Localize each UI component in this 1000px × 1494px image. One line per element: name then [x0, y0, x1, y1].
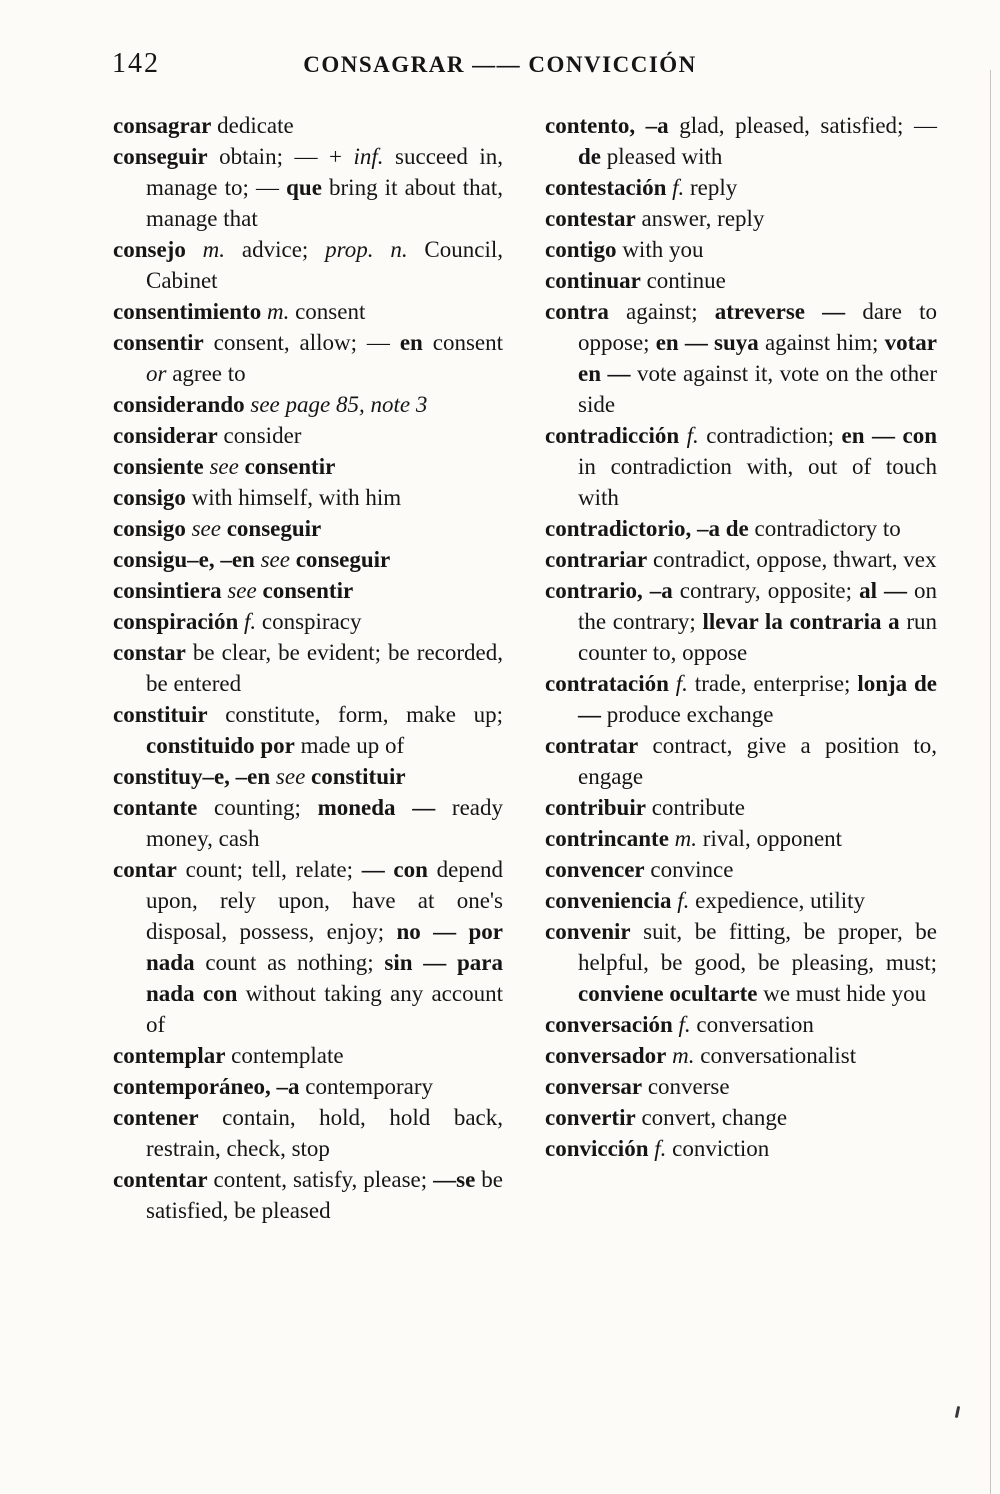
dictionary-entry [113, 234, 503, 296]
regular-text: count; tell, relate; [176, 857, 362, 882]
dictionary-entry [545, 265, 937, 296]
italic-text: f. [677, 888, 690, 913]
page-edge-line [990, 70, 991, 1494]
regular-text: consider [217, 423, 302, 448]
regular-text: contemporary [299, 1074, 434, 1099]
dictionary-entry [113, 482, 503, 513]
italic-text: m. [266, 299, 290, 324]
regular-text: on the contrary; [578, 578, 938, 634]
italic-text: f. [243, 609, 257, 634]
scan-artifact [955, 1406, 960, 1418]
headword-or-bold-text: consagrar [113, 113, 212, 138]
dictionary-entry [113, 792, 503, 854]
regular-text: contribute [645, 795, 745, 820]
regular-text: continue [640, 268, 726, 293]
dictionary-entry [545, 296, 937, 420]
headword-or-bold-text: conseguir [295, 547, 391, 572]
regular-text: converse [642, 1074, 730, 1099]
dictionary-entry [113, 544, 503, 575]
headword-or-bold-text: consintiera [113, 578, 222, 603]
headword-or-bold-text: que [286, 175, 322, 200]
italic-text: f. [672, 175, 685, 200]
dictionary-entry [113, 141, 503, 234]
regular-text: in contradiction with, out of touch with [578, 454, 937, 510]
regular-text: conversation [690, 1012, 814, 1037]
headword-or-bold-text: conseguir [113, 144, 208, 169]
regular-text: agree to [166, 361, 246, 386]
italic-text: f. [678, 1012, 691, 1037]
headword-or-bold-text: consigu–e, –en [113, 547, 255, 572]
headword-or-bold-text: contratación [545, 671, 669, 696]
regular-text: produce exchange [601, 702, 774, 727]
headword-or-bold-text: consiente [113, 454, 204, 479]
italic-text: f. [686, 423, 699, 448]
regular-text: ready money, cash [146, 795, 503, 851]
headword-or-bold-text: conversar [545, 1074, 643, 1099]
headword-or-bold-text: consentir [262, 578, 354, 603]
dictionary-entry [113, 1040, 503, 1071]
headword-or-bold-text: atreverse — [714, 299, 846, 324]
italic-text: prop. n. [325, 237, 408, 262]
regular-text: pleased with [601, 144, 723, 169]
dictionary-entry [545, 1009, 937, 1040]
regular-text: conviction [666, 1136, 770, 1161]
dictionary-entry [545, 234, 937, 265]
regular-text: Council, Cabinet [146, 237, 503, 293]
headword-or-bold-text: conversación [545, 1012, 673, 1037]
regular-text: contemplate [225, 1043, 344, 1068]
headword-or-bold-text: contemplar [113, 1043, 226, 1068]
dictionary-entry [545, 172, 937, 203]
headword-or-bold-text: contener [113, 1105, 199, 1130]
regular-text: contradict, oppose, thwart, vex [647, 547, 937, 572]
dictionary-entry [113, 420, 503, 451]
italic-text: see [191, 516, 221, 541]
headword-or-bold-text: constituir [113, 702, 208, 727]
dictionary-entry [545, 1040, 937, 1071]
right-column [545, 110, 937, 1164]
headword-or-bold-text: contestar [545, 206, 636, 231]
regular-text: consent, allow; — [203, 330, 400, 355]
headword-or-bold-text: convicción [545, 1136, 649, 1161]
dictionary-entry [545, 885, 937, 916]
headword-or-bold-text: contigo [545, 237, 617, 262]
headword-or-bold-text: moneda — [317, 795, 436, 820]
headword-or-bold-text: convencer [545, 857, 645, 882]
regular-text: obtain; — + [207, 144, 354, 169]
dictionary-entry [545, 916, 937, 1009]
headword-or-bold-text: conspiración [113, 609, 239, 634]
regular-text: against him; [758, 330, 885, 355]
regular-text: without taking any account of [146, 981, 503, 1037]
regular-text: with you [616, 237, 704, 262]
headword-or-bold-text: contante [113, 795, 198, 820]
regular-text: contract, give a position to, engage [578, 733, 937, 789]
dictionary-entry [113, 637, 503, 699]
headword-or-bold-text: contrario, –a [545, 578, 673, 603]
headword-or-bold-text: conveniencia [545, 888, 672, 913]
regular-text [669, 671, 676, 696]
headword-or-bold-text: en — suya [655, 330, 759, 355]
dictionary-entry [113, 110, 503, 141]
headword-or-bold-text: —se [433, 1167, 476, 1192]
dictionary-entry [113, 699, 503, 761]
regular-text: with himself, with him [185, 485, 402, 510]
headword-or-bold-text: considerar [113, 423, 218, 448]
dictionary-entry [545, 110, 937, 172]
regular-text: trade, enterprise; [687, 671, 858, 696]
dictionary-entry [113, 1071, 503, 1102]
headword-or-bold-text: conviene ocultarte [578, 981, 758, 1006]
headword-or-bold-text: consigo [113, 485, 186, 510]
regular-text: count as nothing; [194, 950, 385, 975]
headword-or-bold-text: consejo [113, 237, 186, 262]
running-head: CONSAGRAR —— CONVICCIÓN [303, 52, 697, 77]
regular-text: convert, change [635, 1105, 788, 1130]
headword-or-bold-text: contrincante [545, 826, 669, 851]
headword-or-bold-text: constituy–e, –en [113, 764, 271, 789]
italic-text: see [209, 454, 239, 479]
headword-or-bold-text: constituido por [146, 733, 295, 758]
dictionary-entry [113, 296, 503, 327]
headword-or-bold-text: de [578, 144, 601, 169]
regular-text: made up of [294, 733, 405, 758]
dictionary-entry [545, 1102, 937, 1133]
headword-or-bold-text: contento, –a [545, 113, 669, 138]
dictionary-entry [113, 513, 503, 544]
dictionary-entry [113, 854, 503, 1040]
regular-text: contradictory to [748, 516, 901, 541]
dictionary-entry [545, 203, 937, 234]
headword-or-bold-text: conversador [545, 1043, 667, 1068]
left-column [113, 110, 503, 1226]
regular-text: depend upon, rely upon, have at one's disposal, possess, enjoy; [146, 857, 503, 944]
dictionary-entry [113, 327, 503, 389]
italic-text: see [260, 547, 290, 572]
italic-text: or [146, 361, 167, 386]
regular-text: contain, hold, hold back, restrain, check, stop [146, 1105, 503, 1161]
regular-text: bring it about that, manage that [146, 175, 504, 231]
regular-text: rival, opponent [697, 826, 843, 851]
regular-text: dedicate [211, 113, 294, 138]
headword-or-bold-text: conseguir [226, 516, 322, 541]
headword-or-bold-text: considerando [113, 392, 245, 417]
headword-or-bold-text: convertir [545, 1105, 636, 1130]
headword-or-bold-text: contrariar [545, 547, 648, 572]
dictionary-entry [545, 854, 937, 885]
dictionary-entry [113, 761, 503, 792]
dictionary-entry [545, 513, 937, 544]
regular-text: consent [422, 330, 503, 355]
dictionary-entry [113, 389, 503, 420]
dictionary-entry [113, 1102, 503, 1164]
dictionary-entry [545, 575, 937, 668]
dictionary-entry [545, 1133, 937, 1164]
regular-text [186, 237, 203, 262]
regular-text: reply [684, 175, 738, 200]
headword-or-bold-text: convenir [545, 919, 631, 944]
dictionary-entry [545, 544, 937, 575]
headword-or-bold-text: consentir [113, 330, 204, 355]
regular-text: conspiracy [256, 609, 362, 634]
italic-text: f. [654, 1136, 667, 1161]
headword-or-bold-text: continuar [545, 268, 641, 293]
dictionary-entry [113, 451, 503, 482]
headword-or-bold-text: no — por nada [146, 919, 504, 975]
regular-text: conversationalist [694, 1043, 857, 1068]
regular-text: glad, pleased, satisfied; — [668, 113, 937, 138]
headword-or-bold-text: consentir [244, 454, 336, 479]
headword-or-bold-text: constituir [311, 764, 406, 789]
headword-or-bold-text: contra [545, 299, 609, 324]
headword-or-bold-text: en — con [841, 423, 937, 448]
regular-text: succeed in, manage to; — [146, 144, 503, 200]
regular-text: consent [289, 299, 366, 324]
headword-or-bold-text: contentar [113, 1167, 208, 1192]
headword-or-bold-text: consentimiento [113, 299, 262, 324]
headword-or-bold-text: sin — para nada con [146, 950, 503, 1006]
regular-text: be satisfied, be pleased [146, 1167, 503, 1223]
regular-text: constitute, form, make up; [207, 702, 503, 727]
headword-or-bold-text: contemporáneo, –a [113, 1074, 300, 1099]
headword-or-bold-text: lonja de — [578, 671, 938, 727]
italic-text: m. [202, 237, 226, 262]
headword-or-bold-text: contratar [545, 733, 639, 758]
page-number: 142 [112, 48, 160, 79]
headword-or-bold-text: votar en — [578, 330, 937, 386]
italic-text: see [227, 578, 257, 603]
headword-or-bold-text: constar [113, 640, 186, 665]
dictionary-entry [545, 420, 937, 513]
italic-text: inf. [353, 144, 384, 169]
dictionary-entry [545, 1071, 937, 1102]
regular-text: run counter to, oppose [578, 609, 937, 665]
italic-text: f. [675, 671, 688, 696]
regular-text [679, 423, 687, 448]
regular-text: counting; [197, 795, 318, 820]
regular-text: convince [644, 857, 734, 882]
headword-or-bold-text: contribuir [545, 795, 646, 820]
regular-text: contradiction; [698, 423, 842, 448]
headword-or-bold-text: contar [113, 857, 177, 882]
dictionary-entry [545, 823, 937, 854]
dictionary-entry [545, 792, 937, 823]
regular-text: against; [608, 299, 715, 324]
headword-or-bold-text: en [399, 330, 423, 355]
italic-text: m. [672, 1043, 695, 1068]
regular-text: answer, reply [635, 206, 765, 231]
dictionary-entry [113, 575, 503, 606]
italic-text: m. [674, 826, 698, 851]
headword-or-bold-text: contradicción [545, 423, 680, 448]
regular-text: vote against it, vote on the other side [578, 361, 938, 417]
regular-text: we must hide you [757, 981, 927, 1006]
dictionary-entry [113, 606, 503, 637]
headword-or-bold-text: llevar la contraria a [702, 609, 900, 634]
headword-or-bold-text: — con [361, 857, 428, 882]
italic-text: see [275, 764, 306, 789]
italic-text: see page 85, note 3 [250, 392, 428, 417]
regular-text: contrary, opposite; [672, 578, 860, 603]
regular-text: be clear, be evident; be recorded, be entered [146, 640, 503, 696]
headword-or-bold-text: al — [859, 578, 907, 603]
headword-or-bold-text: consigo [113, 516, 186, 541]
regular-text: content, satisfy, please; [207, 1167, 434, 1192]
headword-or-bold-text: contradictorio, –a de [545, 516, 749, 541]
dictionary-entry [545, 668, 937, 730]
headword-or-bold-text: contestación [545, 175, 667, 200]
dictionary-entry [113, 1164, 503, 1226]
regular-text: advice; [225, 237, 326, 262]
regular-text: suit, be fitting, be proper, be helpful, be good, be pleasing, must; [578, 919, 937, 975]
dictionary-entry [545, 730, 937, 792]
regular-text: dare to oppose; [578, 299, 937, 355]
regular-text: expedience, utility [689, 888, 866, 913]
